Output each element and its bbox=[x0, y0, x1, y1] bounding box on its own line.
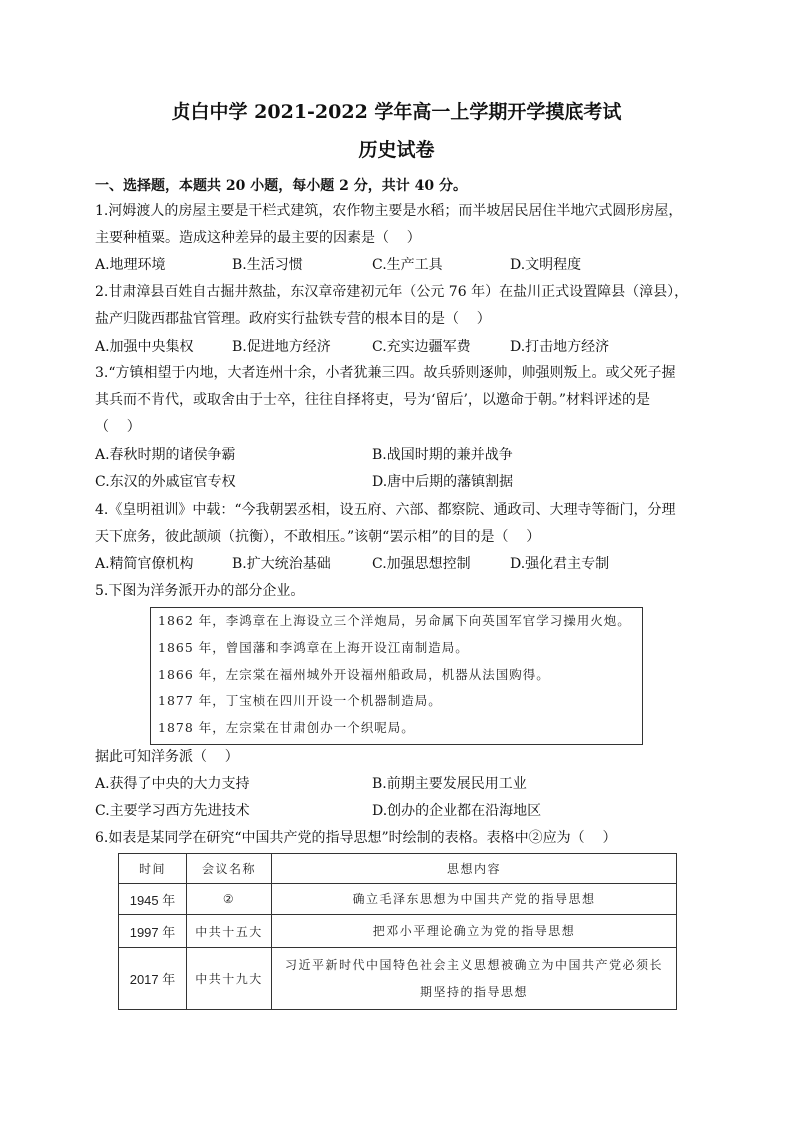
question-2-option-d: D.打击地方经济 bbox=[510, 339, 610, 355]
table-row bbox=[119, 884, 677, 915]
table-cell-time: 1945 年 bbox=[119, 884, 187, 915]
question-4-stem-line: 4.《皇明祖训》中载：“今我朝罢丞相，设五府、六部、都察院、通政司、大理寺等衙门，分理 bbox=[95, 502, 676, 518]
table-cell-content-line: 确立毛泽东思想为中国共产党的指导思想 bbox=[352, 891, 596, 906]
section-heading: 一、选择题，本题共 20 小题，每小题 2 分，共计 40 分。 bbox=[95, 178, 467, 194]
table-header-cell: 时间 bbox=[119, 854, 187, 884]
enterprise-list-item: 1878 年，左宗棠在甘肃创办一个织呢局。 bbox=[158, 720, 415, 735]
question-4-stem-line: 天下庶务，彼此颉颃（抗衡），不敢相压。”该朝“罢示相”的目的是（ ） bbox=[95, 529, 541, 545]
guiding-thought-table bbox=[118, 853, 677, 1010]
enterprise-list-box bbox=[150, 607, 643, 745]
table-header-cell: 会议名称 bbox=[187, 854, 272, 884]
question-3-option-d: D.唐中后期的藩镇割据 bbox=[372, 474, 514, 490]
question-1-option-d: D.文明程度 bbox=[510, 257, 582, 273]
question-5-option-d: D.创办的企业都在沿海地区 bbox=[372, 803, 542, 819]
question-5-option-b: B.前期主要发展民用工业 bbox=[372, 776, 527, 792]
table-cell-meeting: 中共十九大 bbox=[187, 948, 272, 1010]
question-5-stem-line: 5.下图为洋务派开办的部分企业。 bbox=[95, 583, 305, 599]
table-cell-content-line: 期坚持的指导思想 bbox=[419, 984, 528, 999]
question-1-option-a: A.地理环境 bbox=[95, 257, 166, 273]
enterprise-list-item: 1865 年，曾国藩和李鸿章在上海开设江南制造局。 bbox=[158, 640, 469, 655]
question-1-option-c: C.生产工具 bbox=[372, 257, 443, 273]
exam-subtitle: 历史试卷 bbox=[358, 139, 435, 161]
question-3-stem-line: 3.“方镇相望于内地，大者连州十余，小者犹兼三四。故兵骄则逐帅，帅强则叛上。或父死子握 bbox=[95, 365, 676, 381]
question-5-followup: 据此可知洋务派（ ） bbox=[95, 749, 239, 765]
question-5-option-a: A.获得了中央的大力支持 bbox=[95, 776, 250, 792]
enterprise-list-item: 1866 年，左宗棠在福州城外开设福州船政局，机器从法国购得。 bbox=[158, 667, 550, 682]
question-4-option-d: D.强化君主专制 bbox=[510, 556, 610, 572]
question-1-stem-line: 主要种植粟。造成这种差异的最主要的因素是（ ） bbox=[95, 230, 421, 246]
enterprise-list-item: 1877 年，丁宝桢在四川开设一个机器制造局。 bbox=[158, 693, 442, 708]
table-cell-content-line: 习近平新时代中国特色社会主义思想被确立为中国共产党必须长 bbox=[284, 957, 663, 972]
question-3-option-b: B.战国时期的兼并战争 bbox=[372, 447, 513, 463]
question-4-option-c: C.加强思想控制 bbox=[372, 556, 471, 572]
question-2-option-b: B.促进地方经济 bbox=[232, 339, 331, 355]
exam-title: 贞白中学 2021-2022 学年高一上学期开学摸底考试 bbox=[171, 101, 622, 123]
question-2-stem-line: 盐产归陇西郡盐官管理。政府实行盐铁专营的根本目的是（ ） bbox=[95, 311, 491, 327]
table-cell-content-line: 把邓小平理论确立为党的指导思想 bbox=[372, 923, 576, 938]
question-4-option-b: B.扩大统治基础 bbox=[232, 556, 331, 572]
table-cell-meeting: 中共十五大 bbox=[187, 915, 272, 948]
enterprise-list-item: 1862 年，李鸿章在上海设立三个洋炮局，另命属下向英国军官学习操用火炮。 bbox=[158, 613, 631, 628]
table-row bbox=[119, 915, 677, 948]
question-1-option-b: B.生活习惯 bbox=[232, 257, 303, 273]
question-3-option-a: A.春秋时期的诸侯争霸 bbox=[95, 447, 236, 463]
table-cell-content bbox=[272, 884, 677, 915]
table-cell-content bbox=[272, 948, 677, 1010]
question-1-stem-line: 1.河姆渡人的房屋主要是干栏式建筑，农作物主要是水稻；而半坡居民居住半地穴式圆形房屋， bbox=[95, 203, 683, 219]
table-row bbox=[119, 948, 677, 1010]
question-6-stem-line: 6.如表是某同学在研究“中国共产党的指导思想”时绘制的表格。表格中②应为（ ） bbox=[95, 830, 617, 846]
question-3-stem-line: （ ） bbox=[95, 419, 141, 435]
question-3-stem-line: 其兵而不肯代，或取舍由于士卒，往往自择将吏，号为‘留后’，以邀命于朝。”材料评述的是 bbox=[95, 392, 651, 408]
question-5-option-c: C.主要学习西方先进技术 bbox=[95, 803, 250, 819]
table-cell-time: 1997 年 bbox=[119, 915, 187, 948]
table-header-row bbox=[119, 854, 677, 884]
question-3-option-c: C.东汉的外戚宦官专权 bbox=[95, 474, 236, 490]
table-cell-content bbox=[272, 915, 677, 948]
question-2-stem-line: 2.甘肃漳县百姓自古掘井熬盐，东汉章帝建初元年（公元 76 年）在盐川正式设置障县（漳县）， bbox=[95, 284, 689, 300]
question-2-option-a: A.加强中央集权 bbox=[95, 339, 194, 355]
question-4-option-a: A.精简官僚机构 bbox=[95, 556, 194, 572]
question-2-option-c: C.充实边疆军费 bbox=[372, 339, 471, 355]
table-cell-meeting: ② bbox=[187, 884, 272, 915]
table-cell-time: 2017 年 bbox=[119, 948, 187, 1010]
table-header-cell: 思想内容 bbox=[272, 854, 677, 884]
